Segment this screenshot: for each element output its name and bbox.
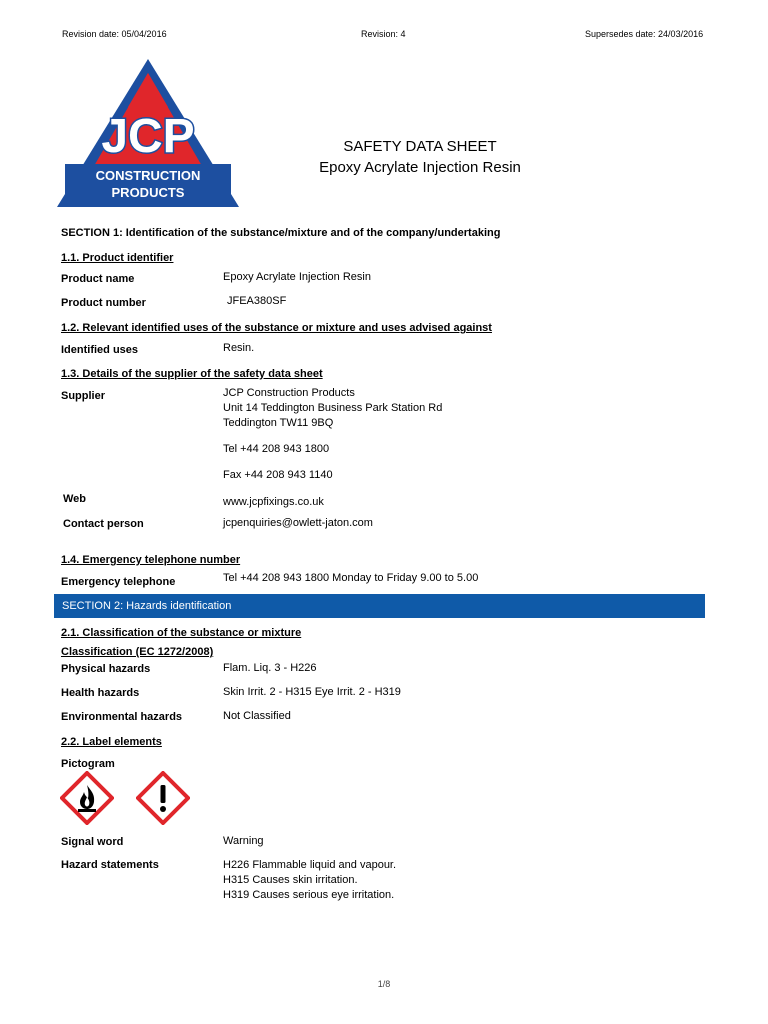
subsection-2-2: 2.2. Label elements	[61, 736, 162, 748]
signal-word-label: Signal word	[61, 836, 124, 848]
section2-bar	[54, 594, 705, 618]
supplier-line: Unit 14 Teddington Business Park Station Rd	[223, 402, 443, 414]
classification-heading: Classification (EC 1272/2008)	[61, 646, 214, 658]
subsection-1-1: 1.1. Product identifier	[61, 252, 174, 264]
env-hazards-value: Not Classified	[223, 710, 291, 722]
subsection-1-4: 1.4. Emergency telephone number	[61, 554, 241, 566]
document-title: SAFETY DATA SHEET	[343, 138, 497, 155]
subsection-2-1: 2.1. Classification of the substance or mixture	[61, 627, 302, 639]
health-hazards-label: Health hazards	[61, 687, 140, 699]
logo-line1: CONSTRUCTION	[95, 168, 201, 183]
subsection-1-2: 1.2. Relevant identified uses of the substance or mixture and uses advised against	[61, 322, 492, 334]
signal-word-value: Warning	[223, 835, 264, 847]
physical-hazards-value: Flam. Liq. 3 - H226	[223, 662, 317, 674]
identified-uses-value: Resin.	[223, 342, 255, 354]
supplier-line: JCP Construction Products	[223, 387, 355, 399]
emergency-value: Tel +44 208 943 1800 Monday to Friday 9.00 to 5.00	[223, 572, 479, 584]
logo-graphic	[55, 57, 241, 209]
logo-line2: PRODUCTS	[111, 185, 185, 200]
revision-date: Revision date: 05/04/2016	[62, 29, 167, 39]
product-name-label: Product name	[61, 273, 135, 285]
web-label: Web	[63, 493, 87, 505]
product-name-value: Epoxy Acrylate Injection Resin	[223, 271, 371, 283]
flame-icon	[60, 771, 114, 825]
health-hazards-value: Skin Irrit. 2 - H315 Eye Irrit. 2 - H319	[223, 686, 401, 698]
supersedes-date: Supersedes date: 24/03/2016	[585, 29, 704, 39]
company-logo	[55, 57, 241, 209]
physical-hazards-label: Physical hazards	[61, 663, 151, 675]
hazard-statement: H319 Causes serious eye irritation.	[223, 889, 395, 901]
exclamation-icon	[136, 771, 190, 825]
revision-number: Revision: 4	[361, 29, 406, 39]
page-number: 1/8	[377, 979, 391, 989]
hazard-statement: H315 Causes skin irritation.	[223, 874, 358, 886]
product-title: Epoxy Acrylate Injection Resin	[319, 159, 521, 176]
supplier-tel: Tel +44 208 943 1800	[223, 443, 330, 455]
product-number-label: Product number	[61, 297, 146, 309]
web-link[interactable]: www.jcpfixings.co.uk	[223, 496, 324, 508]
identified-uses-label: Identified uses	[61, 344, 139, 356]
contact-email[interactable]: jcpenquiries@owlett-jaton.com	[223, 517, 373, 529]
pictogram-label: Pictogram	[61, 758, 115, 770]
hazard-statements-label: Hazard statements	[61, 859, 159, 871]
supplier-line: Teddington TW11 9BQ	[223, 417, 334, 429]
subsection-1-3: 1.3. Details of the supplier of the safety data sheet	[61, 368, 323, 380]
product-number-value: JFEA380SF	[227, 295, 287, 307]
section1-heading: SECTION 1: Identification of the substance/mixture and of the company/undertaking	[61, 227, 501, 239]
contact-label: Contact person	[63, 518, 144, 530]
section2-heading: SECTION 2: Hazards identification	[62, 600, 232, 612]
supplier-label: Supplier	[61, 390, 106, 402]
logo-initials: JCP	[101, 110, 195, 163]
supplier-fax: Fax +44 208 943 1140	[223, 469, 333, 481]
emergency-label: Emergency telephone	[61, 576, 176, 588]
hazard-statement: H226 Flammable liquid and vapour.	[223, 859, 397, 871]
env-hazards-label: Environmental hazards	[61, 711, 183, 723]
